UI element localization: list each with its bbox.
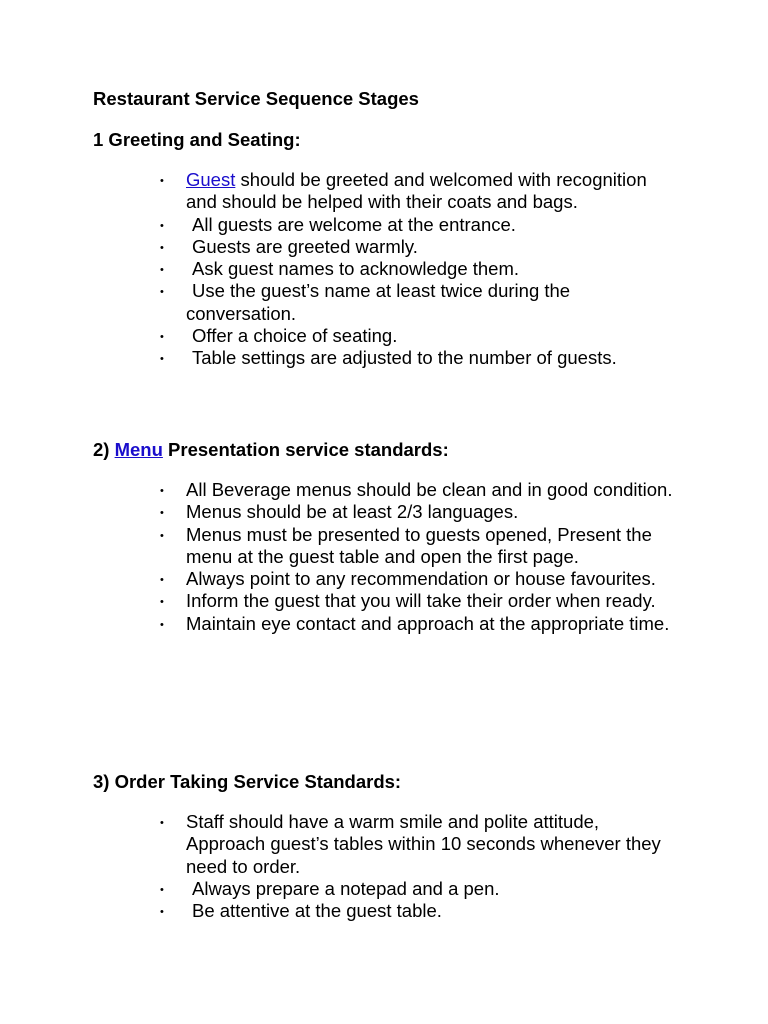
list-item bbox=[0, 169, 768, 214]
list-item-text: Always prepare a notepad and a pen. bbox=[192, 877, 500, 899]
list-item bbox=[0, 501, 768, 523]
bullet-icon: • bbox=[160, 264, 164, 277]
document-title: Restaurant Service Sequence Stages bbox=[93, 88, 419, 109]
bullet-icon: • bbox=[160, 574, 164, 587]
list-item-text: Inform the guest that you will take their order when ready. bbox=[186, 590, 656, 612]
bullet-icon: • bbox=[160, 507, 164, 520]
list-item bbox=[0, 325, 768, 347]
list-item-text: All Beverage menus should be clean and in good condition. bbox=[186, 479, 673, 500]
bullet-icon: • bbox=[160, 596, 164, 609]
list-item bbox=[0, 236, 768, 258]
bullet-icon: • bbox=[160, 618, 164, 631]
bullet-icon: • bbox=[160, 485, 164, 497]
bullet-icon: • bbox=[160, 331, 164, 344]
guest-link[interactable]: Guest bbox=[186, 169, 236, 190]
list-item bbox=[0, 900, 768, 922]
bullet-icon: • bbox=[160, 529, 164, 542]
list-item-text: Menus should be at least 2/3 languages. bbox=[186, 501, 519, 523]
list-item-text: Always point to any recommendation or house favourites. bbox=[186, 568, 656, 590]
list-item bbox=[0, 878, 768, 900]
list-item-text: Menus must be presented to guests opened, Present the menu at the guest table and open the first page. bbox=[186, 523, 652, 567]
section-3-list bbox=[0, 811, 768, 922]
bullet-icon: • bbox=[160, 883, 164, 896]
section-2-heading-prefix: 2) bbox=[93, 439, 115, 460]
list-item-text: should be greeted and welcomed with recognition and should be helped with their coats and bags. bbox=[186, 169, 647, 213]
list-item bbox=[0, 811, 768, 878]
menu-link[interactable]: Menu bbox=[114, 439, 163, 460]
list-item-text: Table settings are adjusted to the number of guests. bbox=[192, 347, 617, 369]
section-2-heading-suffix: Presentation service standards: bbox=[162, 439, 449, 460]
bullet-icon: • bbox=[160, 219, 164, 232]
list-item bbox=[0, 214, 768, 236]
section-1-heading bbox=[93, 128, 301, 152]
list-item bbox=[0, 524, 768, 569]
bullet-icon: • bbox=[160, 175, 164, 187]
section-3-heading-text: 3) Order Taking Service Standards: bbox=[93, 771, 402, 792]
list-item-text: Be attentive at the guest table. bbox=[192, 900, 442, 922]
list-item-text: Staff should have a warm smile and polite attitude, Approach guest’s tables within 10 seconds whenever they need to order. bbox=[186, 811, 661, 877]
list-item bbox=[0, 613, 768, 635]
list-item bbox=[0, 568, 768, 590]
list-item bbox=[0, 590, 768, 612]
bullet-icon: • bbox=[160, 906, 164, 919]
list-item bbox=[0, 479, 768, 501]
list-item bbox=[0, 280, 768, 325]
list-item-text: All guests are welcome at the entrance. bbox=[192, 213, 516, 235]
list-item-text: Offer a choice of seating. bbox=[192, 325, 398, 347]
bullet-icon: • bbox=[160, 353, 164, 366]
list-item-text: Maintain eye contact and approach at the appropriate time. bbox=[186, 612, 670, 634]
list-item bbox=[0, 347, 768, 369]
section-2-heading bbox=[93, 438, 449, 462]
bullet-icon: • bbox=[160, 817, 164, 829]
section-3-heading bbox=[93, 770, 401, 794]
list-item-text: Ask guest names to acknowledge them. bbox=[192, 258, 520, 280]
section-2-list bbox=[0, 479, 768, 635]
section-1-list bbox=[0, 169, 768, 370]
section-1-heading-text: 1 Greeting and Seating: bbox=[93, 129, 301, 150]
list-item-text: Guests are greeted warmly. bbox=[192, 235, 418, 257]
list-item-text: Use the guest’s name at least twice during the conversation. bbox=[186, 280, 571, 324]
bullet-icon: • bbox=[160, 286, 164, 299]
list-item bbox=[0, 258, 768, 280]
bullet-icon: • bbox=[160, 241, 164, 254]
